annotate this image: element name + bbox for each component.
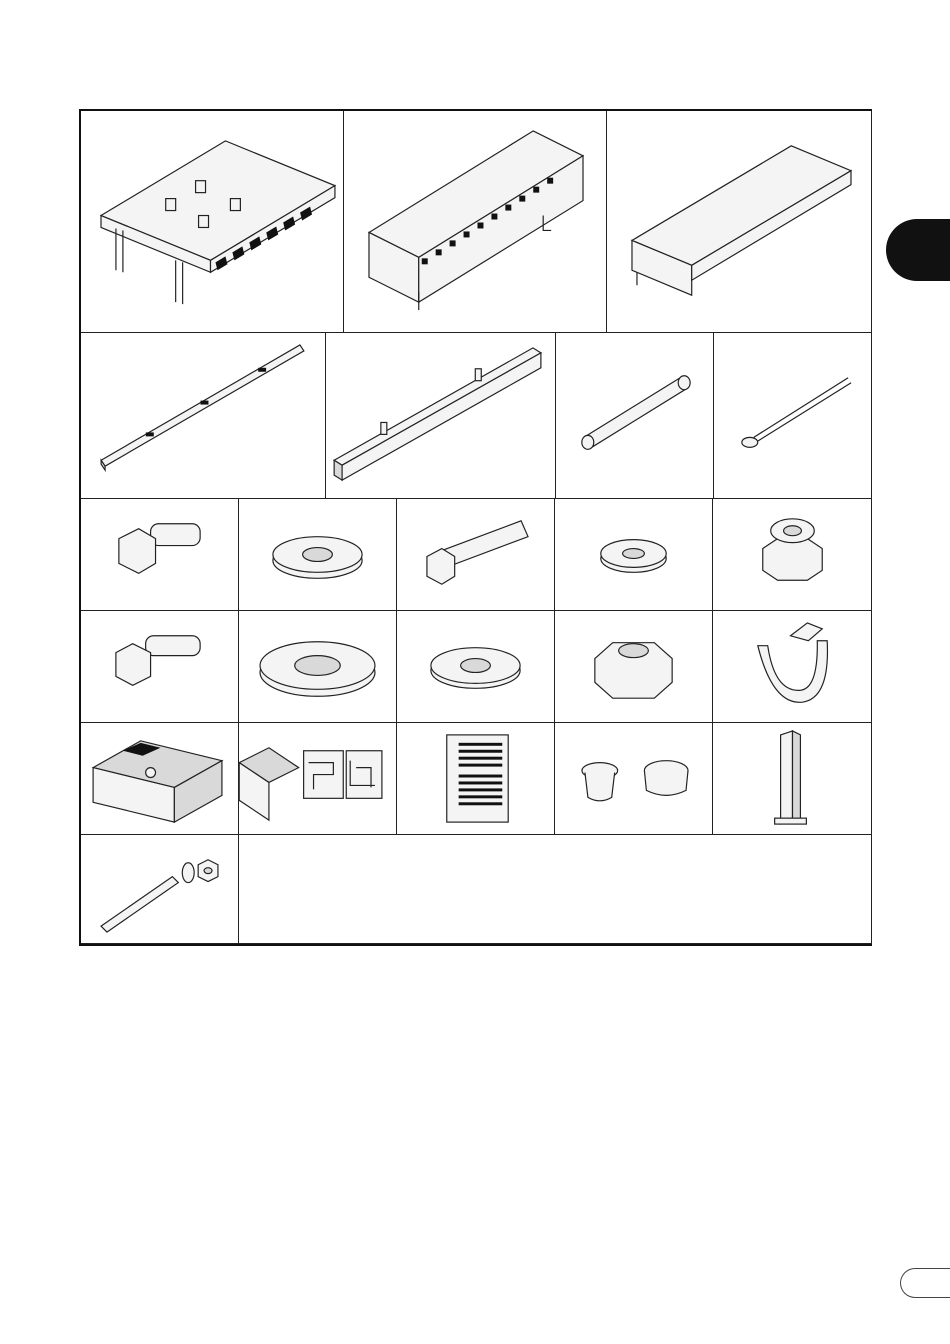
box-section-icon — [607, 111, 871, 332]
part-washer-flat — [397, 611, 555, 723]
anchor-bolt-icon — [81, 835, 238, 943]
bolt-icon — [397, 499, 554, 610]
section-tab-marker — [886, 219, 950, 281]
wiring-diagram-icon — [239, 723, 396, 834]
part-square-beam — [326, 333, 556, 499]
parts-table — [79, 109, 872, 946]
washer-icon — [555, 499, 712, 610]
part-washer-medium — [239, 499, 397, 611]
rail-icon — [81, 333, 325, 498]
part-control-box-wiring — [239, 723, 397, 835]
washer-icon — [397, 611, 554, 722]
control-box-icon — [81, 723, 238, 834]
part-front-box-section — [344, 111, 607, 333]
platform-icon — [81, 111, 343, 332]
part-rear-box-section — [607, 111, 872, 333]
pin-icon — [556, 333, 713, 498]
clip-icon — [713, 611, 871, 722]
hex-nut-icon — [555, 611, 712, 722]
part-control-box — [81, 723, 239, 835]
part-short-bolt-large — [81, 499, 239, 611]
part-hex-nut — [555, 611, 713, 723]
part-long-bolt — [397, 499, 555, 611]
washer-icon — [239, 499, 396, 610]
document-icon — [397, 723, 554, 834]
beam-icon — [326, 333, 555, 498]
part-washer-small — [555, 499, 713, 611]
part-post — [713, 723, 872, 835]
part-cotter-pin — [714, 333, 872, 499]
post-icon — [713, 723, 871, 834]
bolt-icon — [81, 611, 238, 722]
part-locknut — [713, 499, 872, 611]
locknut-icon — [713, 499, 871, 610]
page-number-oval — [900, 1268, 950, 1298]
washer-icon — [239, 611, 396, 722]
part-pin — [556, 333, 714, 499]
bolt-icon — [81, 499, 238, 610]
empty-cell — [239, 835, 872, 944]
part-short-bolt — [81, 611, 239, 723]
part-plugs — [555, 723, 713, 835]
part-cable-clip — [713, 611, 872, 723]
box-section-icon — [344, 111, 606, 332]
part-instruction-sheet — [397, 723, 555, 835]
cotter-pin-icon — [714, 333, 871, 498]
part-platform-assembly — [81, 111, 344, 333]
part-washer-large — [239, 611, 397, 723]
part-flat-rail — [81, 333, 326, 499]
plug-icon — [555, 723, 712, 834]
part-anchor-bolt — [81, 835, 239, 944]
